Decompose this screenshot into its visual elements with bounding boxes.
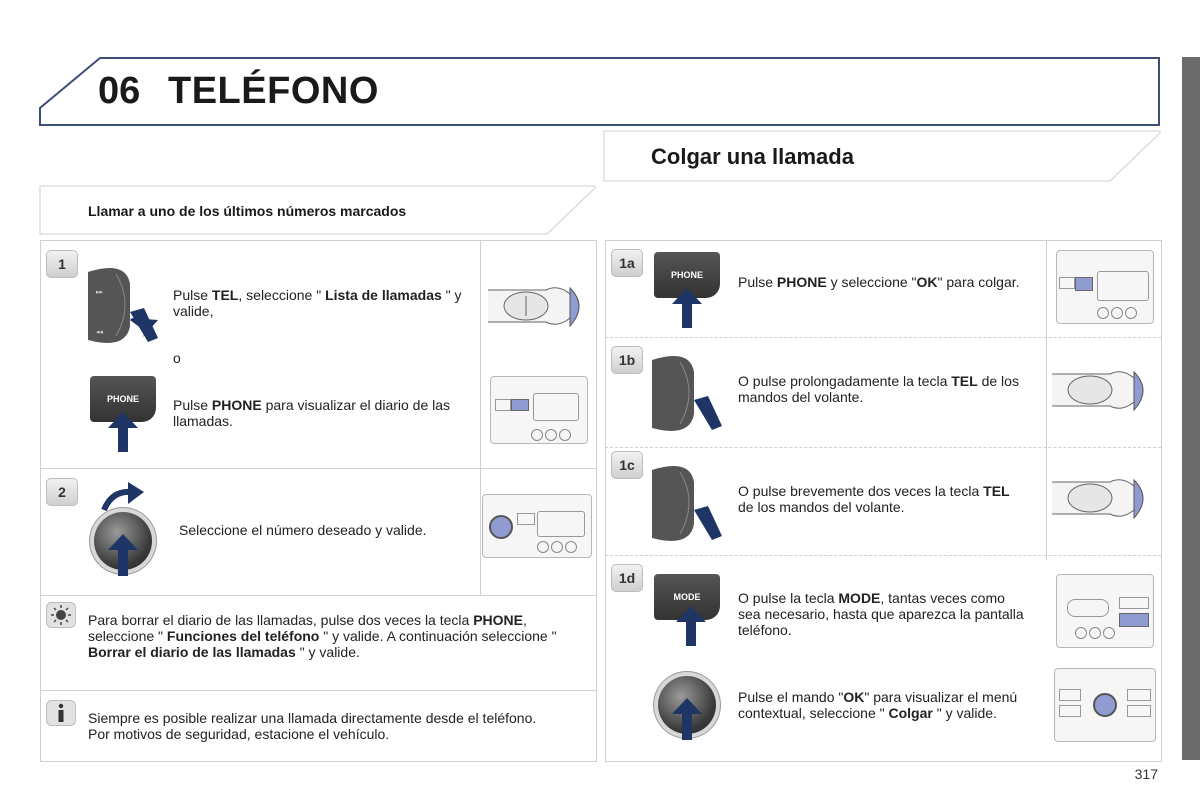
radio-knob-illustration (482, 494, 592, 558)
step1-or: o (173, 350, 181, 366)
steering-stalk-icon (650, 352, 724, 434)
step1e-text: Pulse el mando "OK" para visualizar el menú contextual, seleccione " Colgar " y valide. (738, 689, 1018, 721)
arrow-up-icon (672, 288, 702, 328)
right-separator-3 (605, 555, 1161, 556)
svg-text:◂◂: ◂◂ (96, 329, 104, 336)
step-badge-1d: 1d (611, 564, 643, 592)
right-separator-2 (605, 447, 1161, 448)
step1-text-phone: Pulse PHONE para visualizar el diario de las llamadas. (173, 397, 451, 429)
tip-lightbulb-icon (46, 602, 76, 628)
arrow-up-icon (108, 412, 138, 452)
step-badge-1c: 1c (611, 451, 643, 479)
left-row-separator-1 (40, 468, 596, 469)
page-number: 317 (1134, 766, 1158, 782)
chapter-edge-tab (1182, 57, 1200, 760)
steering-stalk-icon (650, 462, 724, 544)
right-section-title: Colgar una llamada (651, 144, 854, 169)
radio-knob-illustration (1054, 668, 1156, 742)
step1a-text: Pulse PHONE y seleccione "OK" para colgar. (738, 274, 1020, 290)
arrow-up-icon (676, 606, 706, 646)
step1c-text: O pulse brevemente dos veces la tecla TEL de los mandos del volante. (738, 483, 1010, 515)
step-badge-1b: 1b (611, 346, 643, 374)
info-icon (46, 700, 76, 726)
chapter-number: 06 (98, 70, 141, 112)
page-title: TELÉFONO (168, 70, 379, 112)
radio-unit-illustration (1056, 250, 1154, 324)
left-section-title: Llamar a uno de los últimos números marcados (88, 203, 407, 219)
step2-text: Seleccione el número deseado y valide. (179, 522, 427, 538)
mode-button-icon: MODE (654, 574, 720, 620)
left-image-column-divider (480, 240, 481, 595)
phone-button-icon: PHONE (654, 252, 720, 298)
info-text: Siempre es posible realizar una llamada directamente desde el teléfono. Por motivos de seguridad, estacione el vehículo. (88, 710, 537, 742)
step1b-text: O pulse prolongadamente la tecla TEL de los mandos del volante. (738, 373, 1019, 405)
step1d-text: O pulse la tecla MODE, tantas veces como sea necesario, hasta que aparezca la pantalla teléfono. (738, 590, 1024, 638)
radio-mode-illustration (1056, 574, 1154, 648)
tip-text: Para borrar el diario de las llamadas, pulse dos veces la tecla PHONE, seleccione " Funciones del teléfono " y valide. A continuación seleccione " Borrar el diario de las llamadas " y valide. (88, 612, 557, 660)
left-row-separator-2 (40, 595, 596, 596)
step-badge-1a: 1a (611, 249, 643, 277)
radio-unit-illustration (490, 376, 588, 444)
step-badge-1: 1 (46, 250, 78, 278)
arrow-up-icon (672, 698, 702, 740)
phone-button-icon: PHONE (90, 376, 156, 422)
right-separator-1 (605, 337, 1161, 338)
left-row-separator-3 (40, 690, 596, 691)
steering-wheel-control-illustration (1050, 468, 1154, 528)
steering-wheel-control-illustration (1050, 360, 1154, 420)
steering-wheel-control-illustration (486, 276, 590, 336)
step-badge-2: 2 (46, 478, 78, 506)
right-image-column-divider (1046, 240, 1047, 560)
svg-text:▸▸: ▸▸ (96, 289, 104, 296)
step1-text-tel: Pulse TEL, seleccione " Lista de llamadas " y valide, (173, 287, 462, 319)
arrow-up-icon (108, 534, 138, 576)
rotate-arrow-icon (100, 482, 146, 512)
steering-stalk-icon (86, 264, 160, 346)
